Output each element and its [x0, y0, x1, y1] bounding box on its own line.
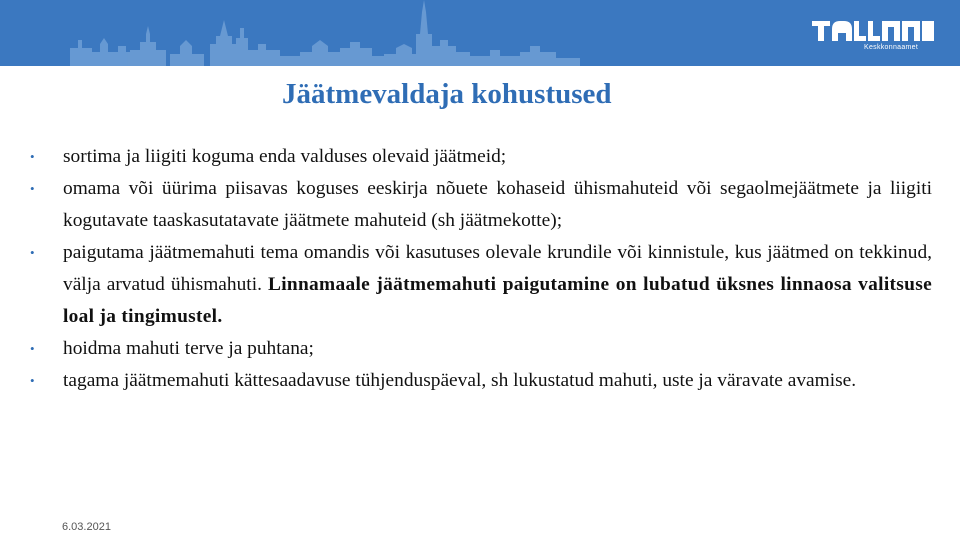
bullet-dot-icon: • [30, 341, 35, 356]
bullet-item [30, 237, 932, 333]
bullet-item [30, 365, 932, 397]
bullet-dot-icon: • [30, 373, 35, 388]
bullet-item [30, 333, 932, 365]
bullet-dot-icon: • [30, 181, 35, 196]
bullet-text: omama või üürima piisavas koguses eeskirja nõuete kohaseid ühismahuteid või segaolmejäätmete ja liigiti kogutavate taaskasutatavate jäätmete mahuteid (sh jäätmekotte); [63, 178, 932, 231]
bullet-list [30, 141, 932, 397]
bullet-text: paigutama jäätmemahuti tema omandis või kasutuses olevale krundile või kinnistule, kus jäätmed on tekkinud, välja arvatud ühismahuti. [63, 242, 932, 295]
bullet-dot-icon: • [30, 245, 35, 260]
bullet-item [30, 173, 932, 237]
page-title: Jäätmevaldaja kohustused [282, 78, 612, 110]
bullet-text: tagama jäätmemahuti kättesaadavuse tühjenduspäeval, sh lukustatud mahuti, uste ja väravate avamise. [63, 370, 857, 391]
bullet-bold-text: Linnamaale jäätmemahuti paigutamine on lubatud üksnes linnaosa valitsuse loal ja tingimustel. [63, 274, 932, 327]
tallinn-logo [812, 19, 934, 59]
bullet-text: hoidma mahuti terve ja puhtana; [63, 338, 314, 359]
bullet-dot-icon: • [30, 149, 35, 164]
bullet-item [30, 141, 932, 173]
footer-date: 6.03.2021 [62, 521, 111, 533]
bullet-text: sortima ja liigiti koguma enda valduses olevaid jäätmeid; [63, 146, 507, 167]
logo-subtitle: Keskkonnaamet [864, 44, 919, 51]
